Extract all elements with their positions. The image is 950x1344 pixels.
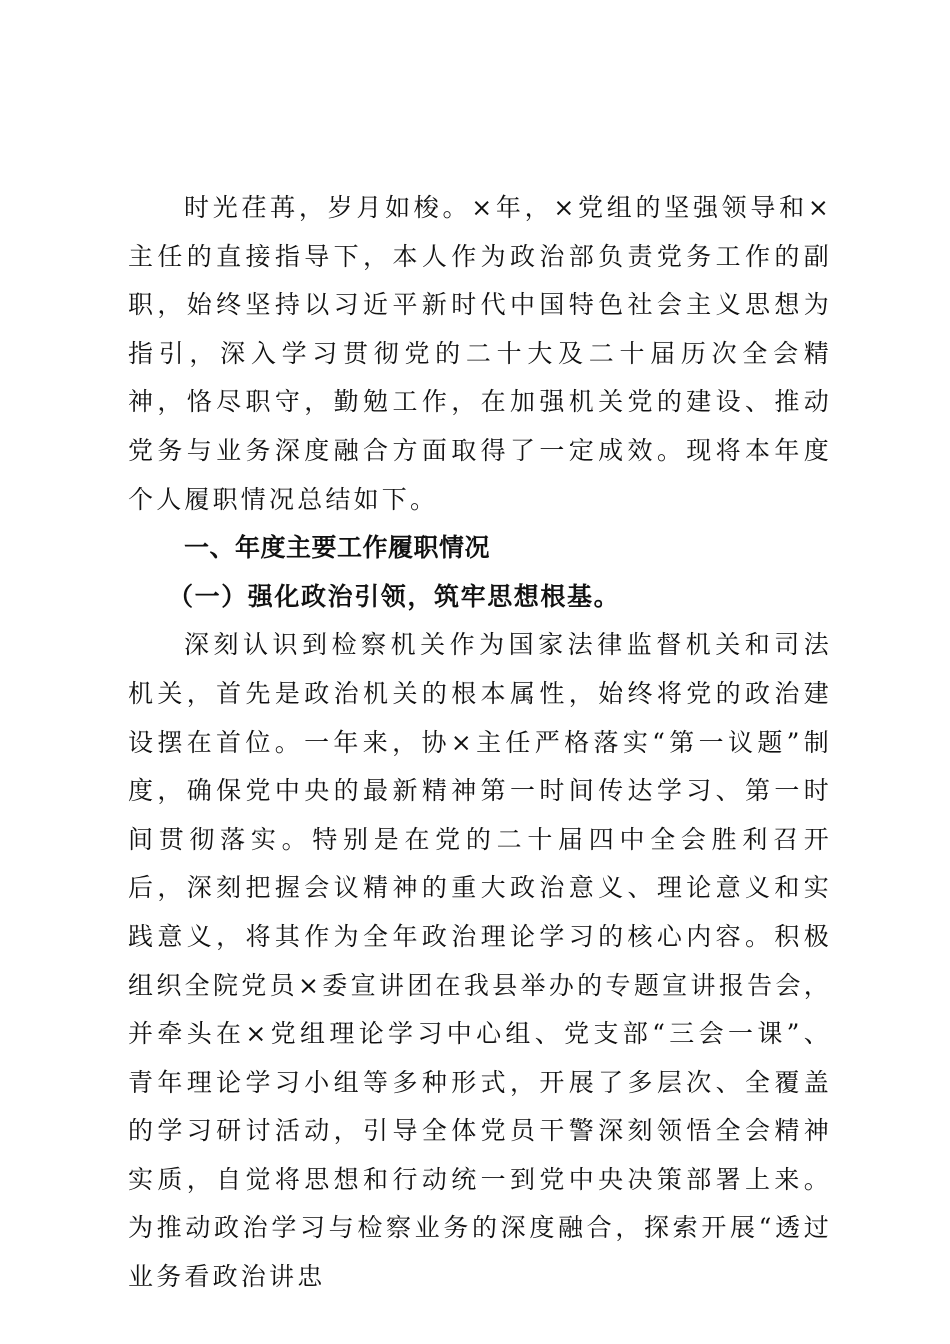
- intro-paragraph: 时光荏苒，岁月如梭。×年，×党组的坚强领导和×主任的直接指导下，本人作为政治部负责党务工作的副职，始终坚持以习近平新时代中国特色社会主义思想为指引，深入学习贯彻党的二十大及二十届历次全会精神，恪尽职守，勤勉工作，在加强机关党的建设、推动党务与业务深度融合方面取得了一定成效。现将本年度个人履职情况总结如下。: [128, 193, 832, 514]
- document-body: [128, 184, 832, 1302]
- subsection-heading: （一）强化政治引领，筑牢思想根基。: [168, 581, 621, 611]
- section-heading: 一、年度主要工作履职情况: [184, 533, 491, 563]
- body-paragraph: 深刻认识到检察机关作为国家法律监督机关和司法机关，首先是政治机关的根本属性，始终将党的政治建设摆在首位。一年来，协×主任严格落实“第一议题”制度，确保党中央的最新精神第一时间传达学习、第一时间贯彻落实。特别是在党的二十届四中全会胜利召开后，深刻把握会议精神的重大政治意义、理论意义和实践意义，将其作为全年政治理论学习的核心内容。积极组织全院党员×委宣讲团在我县举办的专题宣讲报告会，并牵头在×党组理论学习中心组、党支部“三会一课”、青年理论学习小组等多种形式，开展了多层次、全覆盖的学习研讨活动，引导全体党员干警深刻领悟全会精神实质，自觉将思想和行动统一到党中央决策部署上来。为推动政治学习与检察业务的深度融合，探索开展“透过业务看政治讲忠: [128, 630, 832, 1292]
